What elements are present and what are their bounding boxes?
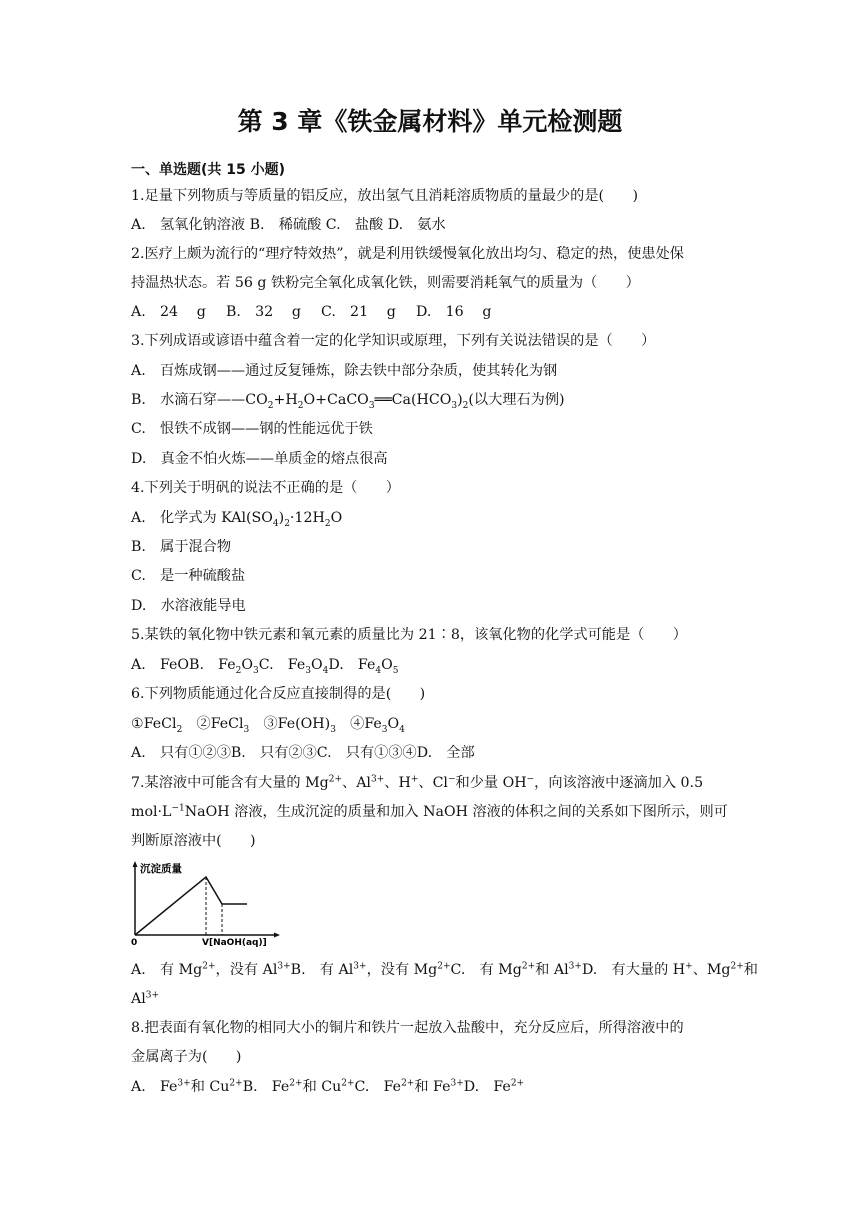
question-6-options: A. 只有①②③B. 只有②③C. 只有①③④D. 全部 <box>131 745 475 761</box>
question-5-options: A. FeOB. $Fe_2O_3C$. $Fe_3O_4D$. $Fe_4O_5$ <box>131 657 399 676</box>
option-b: B. 32 g <box>226 304 301 320</box>
origin-label: 0 <box>131 938 138 948</box>
precipitate-curve <box>135 877 247 935</box>
question-2-stem-line1: 2.医疗上颇为流行的“理疗特效热”，就是利用铁缓慢氧化放出均匀、稳定的热，使患处保 <box>131 246 684 262</box>
question-1-options: A. 氢氧化钠溶液 B. 稀硫酸 C. 盐酸 D. 氨水 <box>131 217 446 233</box>
question-3-option-b: B. 水滴石穿$——CO_2+H_2O+CaCO_3══Ca(HCO_3)_2$(以大理石为例) <box>131 392 565 411</box>
y-axis-arrow <box>133 861 138 867</box>
x-axis-label: V[NaOH(aq)] <box>202 938 267 948</box>
question-3-stem: 3.下列成语或谚语中蕴含着一定的化学知识或原理，下列有关说法错误的是（ ） <box>131 333 656 349</box>
question-6-items: ①FeCl$_2$ ②FeCl$_3$ $③Fe(OH)_3$ $④Fe_3O_4$ <box>131 716 405 735</box>
question-3-option-c: C. 恨铁不成钢——钢的性能远优于铁 <box>131 421 373 437</box>
question-5-stem: 5.某铁的氧化物中铁元素和氧元素的质量比为 21∶8，该氧化物的化学式可能是（ ） <box>131 627 687 643</box>
question-7-stem-line3: 判断原溶液中( ) <box>131 833 256 849</box>
question-4-option-c: C. 是一种硫酸盐 <box>131 568 246 584</box>
page-title: 第 3 章《铁金属材料》单元检测题 <box>237 107 623 136</box>
question-8-stem-line2: 金属离子为( ) <box>131 1049 242 1065</box>
question-3-option-a: A. 百炼成钢——通过反复锤炼，除去铁中部分杂质，使其转化为钢 <box>131 363 558 379</box>
x-axis-arrow <box>274 933 280 938</box>
question-7-stem-line2: $mol\cdot L^{-1}NaOH$ 溶液，生成沉淀的质量和加入 NaOH 溶液的体积之间的关系如下图所示，则可 <box>131 803 728 820</box>
option-c: C. 21 g <box>321 304 396 320</box>
question-4-option-a: A. 化学式为 $KAl(SO_4)_2\cdot 12H_2O$ <box>131 510 343 529</box>
option-d: D. 16 g <box>416 304 492 320</box>
question-8-options: A. $Fe^{3+}$和 $Cu^{2+}B$. $Fe^{2+}$和 $Cu^{2+}C$. $Fe^{2+}$和 $Fe^{3+}D$. $Fe^{2+}$ <box>131 1078 525 1095</box>
question-7-stem-line1: 7.某溶液中可能含有大量的 $Mg^{2+}$、$Al^{3+}$、H+、Cl−和少量 OH−，向该溶液中逐滴加入 0.5 <box>131 774 704 791</box>
question-7-options-line1: A. 有 $Mg^{2+}$，没有 $Al^{3+}B$. 有 $Al^{3+}$，没有 $Mg^{2+}C$. 有 $Mg^{2+}$和 $Al^{3+}D$. 有大量的 H+、$Mg^{2+}$和 <box>131 961 758 978</box>
question-1-stem: 1.足量下列物质与等质量的铝反应，放出氢气且消耗溶质物质的量最少的是( ) <box>131 188 638 204</box>
question-2-stem-line2: 持温热状态。若 56 g 铁粉完全氧化成氧化铁，则需要消耗氧气的质量为（ ） <box>131 275 640 291</box>
question-4-option-b: B. 属于混合物 <box>131 539 232 555</box>
question-2-options <box>131 302 741 322</box>
question-7-options-line2: $Al^{3+}$ <box>131 990 160 1007</box>
option-a: A. 24 g <box>131 304 206 320</box>
question-4-option-d: D. 水溶液能导电 <box>131 598 246 614</box>
precipitate-volume-graph <box>126 857 286 949</box>
question-8-stem-line1: 8.把表面有氧化物的相同大小的铜片和铁片一起放入盐酸中，充分反应后，所得溶液中的 <box>131 1020 684 1036</box>
y-axis-label: 沉淀质量 <box>140 863 182 875</box>
section-heading: 一、单选题(共 15 小题) <box>131 162 286 178</box>
question-6-stem: 6.下列物质能通过化合反应直接制得的是( ) <box>131 686 426 702</box>
question-3-option-d: D. 真金不怕火炼——单质金的熔点很高 <box>131 451 388 467</box>
question-4-stem: 4.下列关于明矾的说法不正确的是（ ） <box>131 480 400 496</box>
